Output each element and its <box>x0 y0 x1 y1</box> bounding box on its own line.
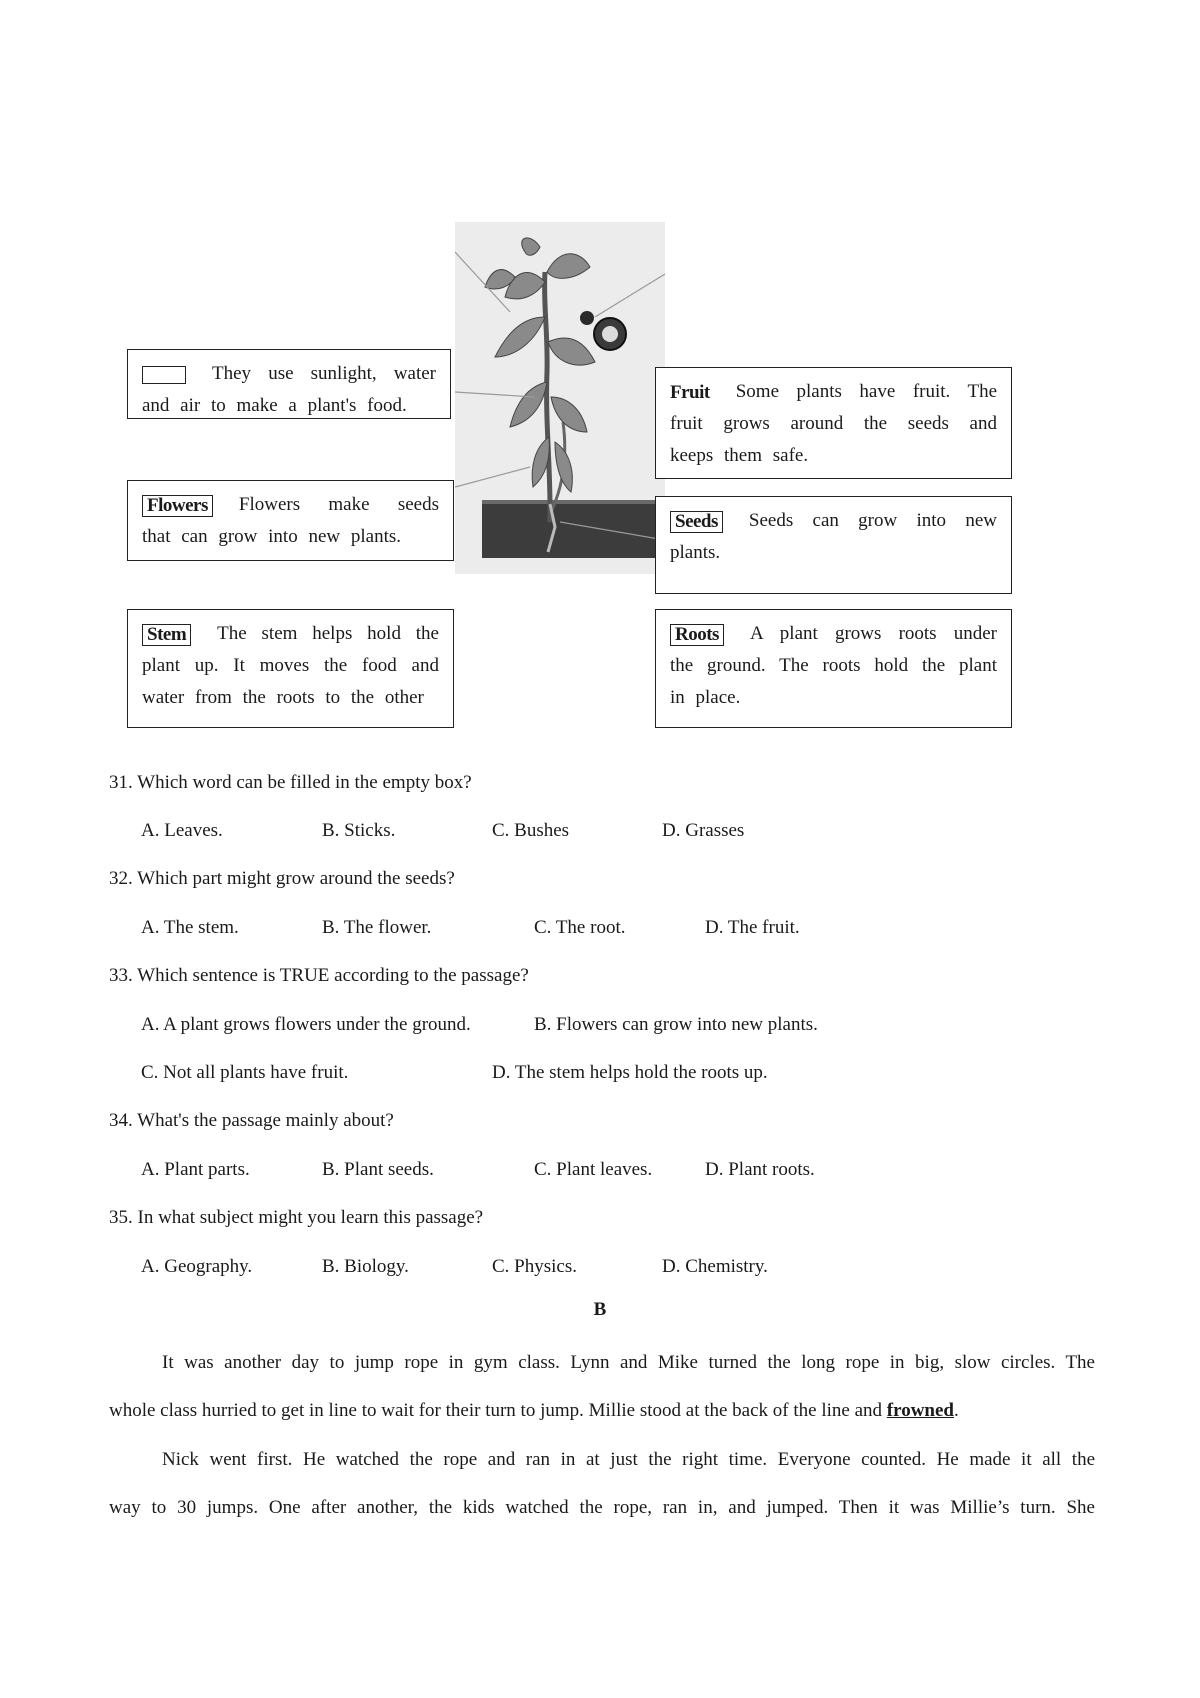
question-33: 33. Which sentence is TRUE according to the passage? <box>109 965 529 986</box>
fruit-label: Fruit <box>670 381 710 403</box>
q31-option-c: C. Bushes <box>492 820 570 841</box>
q32-option-a: A. The stem. <box>141 917 239 938</box>
section-b-heading: B <box>593 1299 607 1320</box>
roots-label: Roots <box>670 624 724 646</box>
q34-option-b: B. Plant seeds. <box>322 1159 434 1180</box>
q33-option-d: D. The stem helps hold the roots up. <box>492 1062 768 1083</box>
roots-box <box>655 609 1012 728</box>
q31-option-d: D. Grasses <box>662 820 745 841</box>
seeds-label: Seeds <box>670 511 723 533</box>
question-32: 32. Which part might grow around the seeds? <box>109 868 455 889</box>
roots-text: A plant grows roots under the ground. The roots hold the plant in place. <box>670 623 997 708</box>
q35-option-a: A. Geography. <box>141 1256 253 1277</box>
plant-diagram-image <box>455 222 665 574</box>
question-31: 31. Which word can be filled in the empty box? <box>109 772 472 793</box>
q31-option-b: B. Sticks. <box>322 820 396 841</box>
flowers-box <box>127 480 454 561</box>
question-35: 35. In what subject might you learn this passage? <box>109 1207 484 1228</box>
question-34: 34. What's the passage mainly about? <box>109 1110 394 1131</box>
leaves-box <box>127 349 451 419</box>
q33-option-a: A. A plant grows flowers under the ground. <box>141 1014 471 1035</box>
empty-answer-box <box>142 366 186 384</box>
q31-option-a: A. Leaves. <box>141 820 223 841</box>
q35-option-d: D. Chemistry. <box>662 1256 768 1277</box>
q32-option-d: D. The fruit. <box>705 917 800 938</box>
seeds-box <box>655 496 1012 594</box>
q35-option-b: B. Biology. <box>322 1256 409 1277</box>
stem-text: The stem helps hold the plant up. It moves the food and water from the roots to the other <box>142 623 439 708</box>
q33-option-c: C. Not all plants have fruit. <box>141 1062 349 1083</box>
fruit-box <box>655 367 1012 479</box>
passage-b-p2-line2: way to 30 jumps. One after another, the kids watched the rope, ran in, and jumped. Then it was Millie’s turn. She <box>109 1497 1095 1518</box>
stem-label: Stem <box>142 624 191 646</box>
flowers-text: Flowers make seeds that can grow into new plants. <box>142 494 439 547</box>
q32-option-c: C. The root. <box>534 917 626 938</box>
q34-option-c: C. Plant leaves. <box>534 1159 653 1180</box>
q33-option-b: B. Flowers can grow into new plants. <box>534 1014 818 1035</box>
fruit-text: Some plants have fruit. The fruit grows around the seeds and keeps them safe. <box>670 381 997 466</box>
leaves-text: They use sunlight, water and air to make a plant's food. <box>142 363 436 416</box>
q32-option-b: B. The flower. <box>322 917 432 938</box>
q34-option-d: D. Plant roots. <box>705 1159 815 1180</box>
stem-box <box>127 609 454 728</box>
flowers-label: Flowers <box>142 495 213 517</box>
seeds-text: Seeds can grow into new plants. <box>670 510 997 563</box>
passage-b-p1-line1: It was another day to jump rope in gym class. Lynn and Mike turned the long rope in big, slow circles. The <box>162 1352 1095 1373</box>
passage-b-p1-line2-text: whole class hurried to get in line to wait for their turn to jump. Millie stood at the back of the line and <box>109 1400 887 1421</box>
q34-option-a: A. Plant parts. <box>141 1159 250 1180</box>
passage-b-p1-line2 <box>109 1398 1095 1424</box>
passage-b-p1-line2-end: . <box>954 1400 959 1421</box>
q35-option-c: C. Physics. <box>492 1256 577 1277</box>
passage-b-p2-line1: Nick went first. He watched the rope and ran in at just the right time. Everyone counted. He made it all the <box>162 1449 1095 1470</box>
frowned-keyword: frowned <box>886 1400 954 1421</box>
